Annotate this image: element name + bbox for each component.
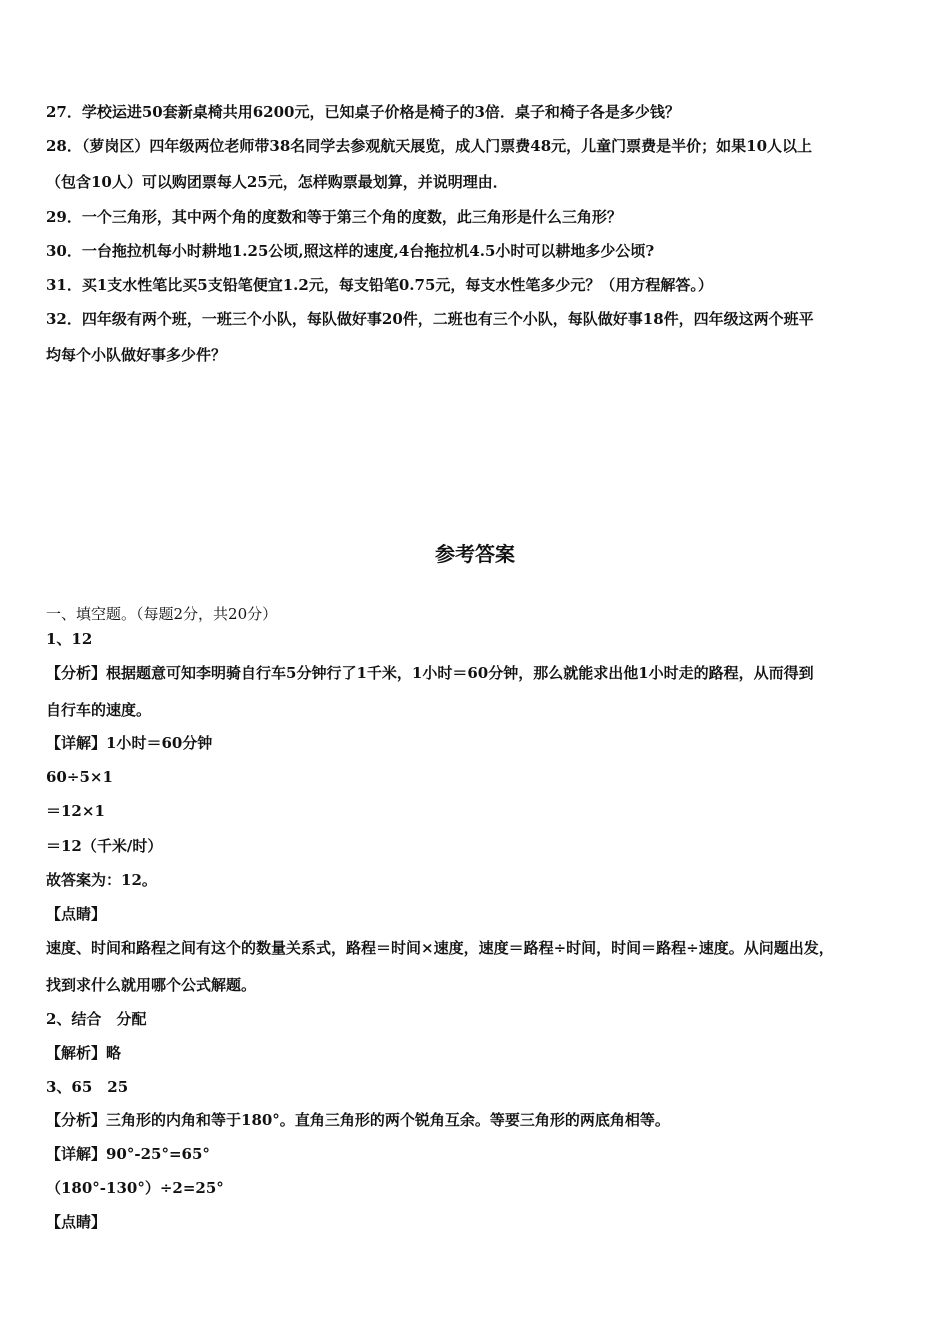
answer-1-detail: 【详解】1小时＝60分钟: [46, 734, 213, 752]
question-29: 29．一个三角形，其中两个角的度数和等于第三个角的度数，此三角形是什么三角形？: [46, 208, 622, 226]
answer-3-calc: （180°-130°）÷2=25°: [46, 1179, 224, 1197]
answer-2-head: 2、结合 分配: [46, 1010, 147, 1028]
answer-3-comment-label: 【点睛】: [46, 1213, 107, 1231]
answer-1-head: 1、12: [46, 630, 93, 648]
question-30: 30．一台拖拉机每小时耕地1.25公顷,照这样的速度,4台拖拉机4.5小时可以耕地多少公顷?: [46, 242, 655, 260]
answer-1-analysis-line-1: 【分析】根据题意可知李明骑自行车5分钟行了1千米，1小时＝60分钟，那么就能求出他1小时走的路程，从而得到: [46, 664, 814, 682]
question-31: 31．买1支水性笔比买5支铅笔便宜1.2元，每支铅笔0.75元，每支水性笔多少元？（用方程解答。）: [46, 276, 713, 294]
answer-1-conclusion: 故答案为：12。: [46, 871, 157, 889]
answer-1-calc-3: ＝12（千米/时）: [46, 837, 163, 855]
answer-1-analysis-line-2: 自行车的速度。: [46, 701, 152, 719]
answer-3-analysis: 【分析】三角形的内角和等于180°。直角三角形的两个锐角互余。等要三角形的两底角相等。: [46, 1111, 670, 1129]
answer-1-comment-line-1: 速度、时间和路程之间有这个的数量关系式，路程＝时间×速度，速度＝路程÷时间，时间＝路程÷速度。从问题出发，: [46, 939, 834, 957]
question-27: 27．学校运进50套新桌椅共用6200元，已知桌子价格是椅子的3倍．桌子和椅子各是多少钱？: [46, 103, 680, 121]
answer-2-explanation: 【解析】略: [46, 1044, 122, 1062]
answer-1-comment-line-2: 找到求什么就用哪个公式解题。: [46, 976, 257, 994]
answer-1-calc-1: 60÷5×1: [46, 768, 113, 786]
question-32-line-2: 均每个小队做好事多少件？: [46, 346, 227, 364]
question-32-line-1: 32．四年级有两个班，一班三个小队，每队做好事20件，二班也有三个小队，每队做好事18件，四年级这两个班平: [46, 310, 814, 328]
question-28-line-1: 28．（萝岗区）四年级两位老师带38名同学去参观航天展览，成人门票费48元，儿童门票费是半价；如果10人以上: [46, 137, 813, 155]
answer-3-detail: 【详解】90°-25°=65°: [46, 1145, 210, 1163]
question-28-line-2: （包含10人）可以购团票每人25元，怎样购票最划算，并说明理由．: [46, 173, 508, 191]
answer-3-head: 3、65 25: [46, 1078, 129, 1096]
section-heading: 一、填空题。（每题2分，共20分）: [46, 605, 278, 623]
answer-1-calc-2: ＝12×1: [46, 802, 105, 820]
answer-1-comment-label: 【点睛】: [46, 905, 107, 923]
answers-title: 参考答案: [435, 542, 515, 566]
